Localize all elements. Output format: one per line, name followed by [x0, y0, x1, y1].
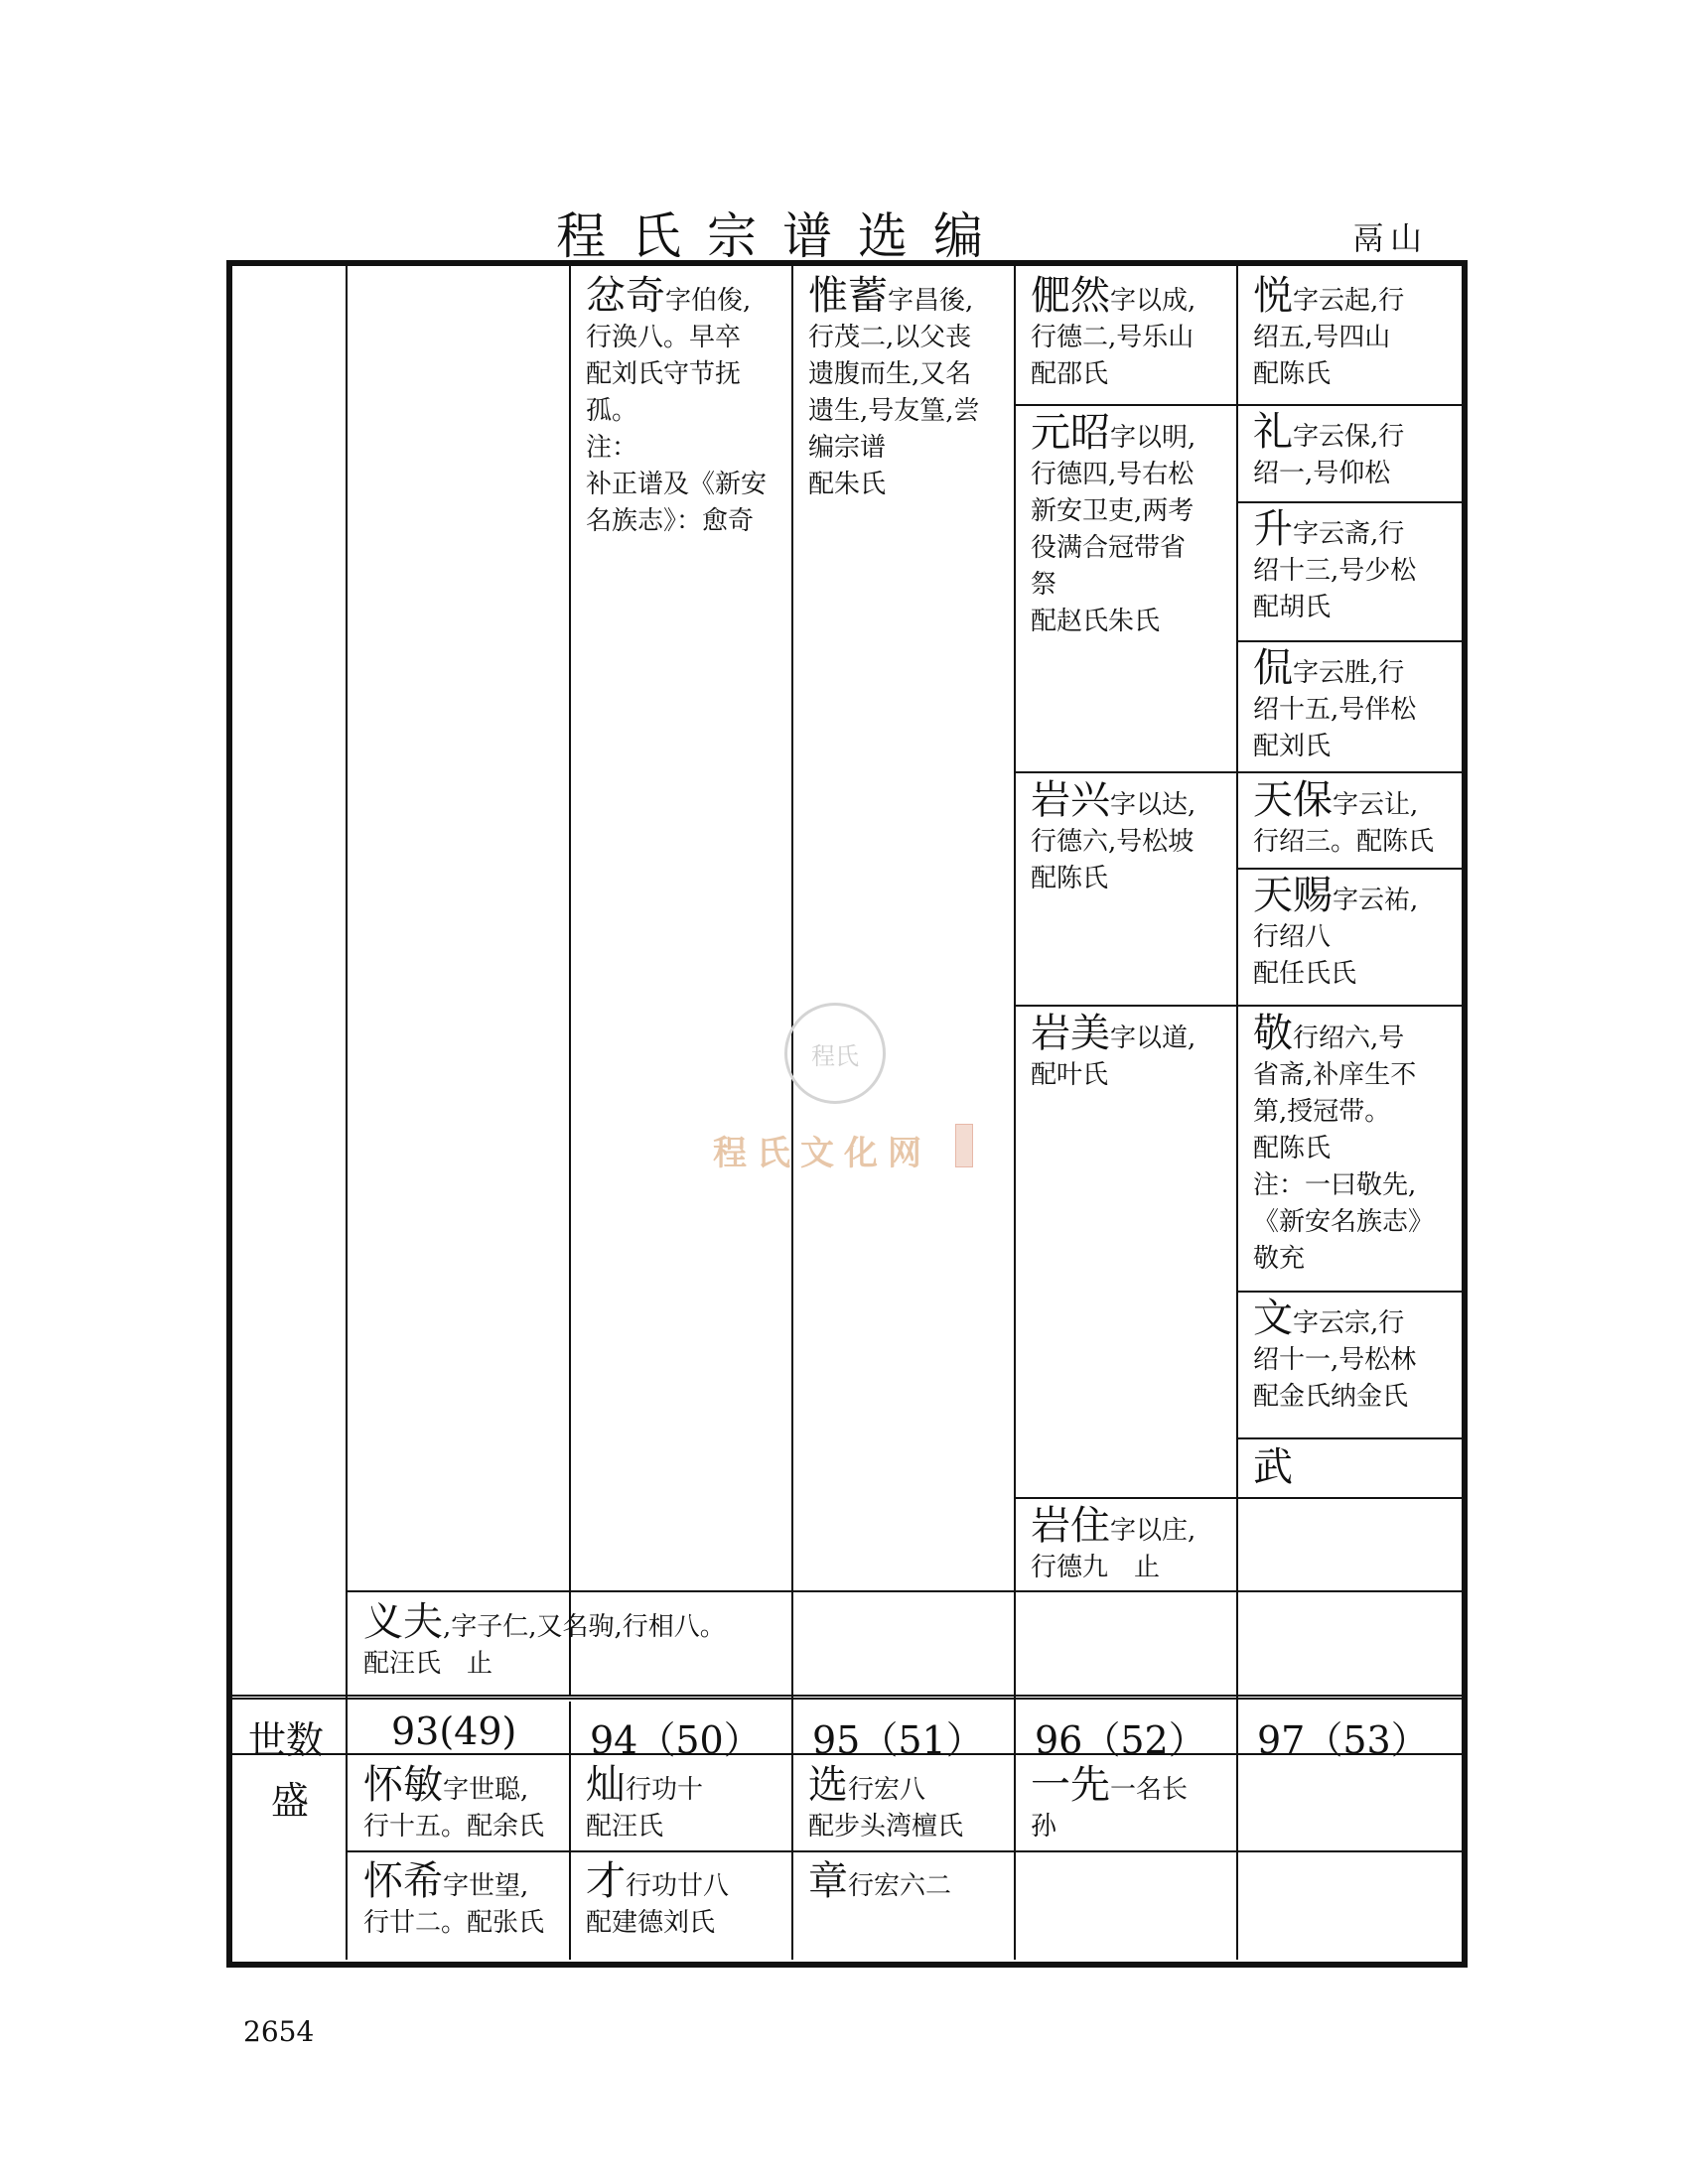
generation-col-93: 93(49): [391, 1709, 517, 1753]
page-number: 2654: [243, 2015, 315, 2048]
row-divider: [1236, 1291, 1462, 1293]
generation-col-97: 97（53）: [1257, 1718, 1429, 1762]
row-divider: [1236, 1437, 1462, 1439]
watermark-stamp: [955, 1124, 973, 1167]
col-divider-3: [791, 266, 793, 1960]
section-divider: [232, 1695, 1462, 1700]
place-label: 鬲山: [1352, 219, 1429, 257]
watermark-seal: 程氏: [784, 1003, 886, 1104]
entry-tianci: 天赐字云祐, 行绍八 配任氏氏: [1253, 873, 1419, 989]
row-divider: [1014, 404, 1462, 406]
entry-yanmei: 岩美字以道, 配叶氏: [1031, 1011, 1196, 1090]
row-divider: [1014, 1005, 1462, 1007]
row-divider: [346, 1850, 1462, 1852]
page-title: 程氏宗谱选编: [556, 207, 1009, 265]
col-divider-4: [1014, 266, 1016, 1960]
entry-wen: 文字云宗,行 绍十一,号松林 配金氏纳金氏: [1253, 1296, 1417, 1412]
entry-kan: 侃字云胜,行 绍十五,号伴松 配刘氏: [1253, 645, 1417, 761]
generation-col-96: 96（52）: [1035, 1718, 1206, 1762]
entry-fenqi: 忿奇字伯俊, 行涣八。早卒 配刘氏守节抚 孤。 注： 补正谱及《新安 名族志》：愈奇: [586, 273, 768, 536]
generation-col-95: 95（51）: [812, 1718, 984, 1762]
watermark-text: 程氏文化网: [713, 1134, 931, 1173]
entry-piran: 俷然字以成, 行德二,号乐山 配邵氏: [1031, 273, 1196, 389]
col-divider-2b: [569, 1702, 571, 1960]
entry-yanxing: 岩兴字以达, 行德六,号松坡 配陈氏: [1031, 777, 1196, 893]
generation-label: 世数: [248, 1718, 325, 1762]
entry-yue: 悦字云起,行 绍五,号四山 配陈氏: [1253, 273, 1405, 389]
generation-col-94: 94（50）: [590, 1718, 762, 1762]
entry-wu: 武: [1253, 1444, 1293, 1490]
col-divider-1: [346, 266, 348, 1960]
row-divider: [1014, 771, 1462, 773]
entry-huaixi: 怀希字世望, 行廿二。配张氏: [363, 1858, 545, 1938]
entry-zhang: 章行宏六二: [808, 1858, 952, 1904]
entry-li: 礼字云保,行 绍一,号仰松: [1253, 409, 1405, 488]
row-divider: [346, 1590, 1462, 1592]
entry-yuanzhao: 元昭字以明, 行德四,号右松 新安卫吏,两考 役满合冠带省 祭 配赵氏朱氏: [1031, 410, 1196, 636]
row-divider: [1236, 868, 1462, 870]
entry-tianbao: 天保字云让, 行绍三。配陈氏: [1253, 777, 1435, 857]
entry-cai: 才行功廿八 配建德刘氏: [586, 1858, 730, 1938]
row-divider: [1236, 640, 1462, 642]
entry-xuan: 选行宏八 配步头湾檀氏: [808, 1762, 964, 1842]
col-divider-5: [1236, 266, 1238, 1960]
entry-yixian: 一先一名长 孙: [1031, 1762, 1189, 1842]
row-divider: [1236, 501, 1462, 503]
entry-huaimin: 怀敏字世聪, 行十五。配余氏: [363, 1762, 545, 1842]
entry-weixu: 惟蓄字昌後, 行茂二,以父丧 遗腹而生,又名 遗生,号友篁,尝 编宗谱 配朱氏: [808, 273, 980, 499]
entry-sheng: 升字云斋,行 绍十三,号少松 配胡氏: [1253, 506, 1417, 622]
row-divider: [1014, 1497, 1462, 1499]
entry-jing: 敬行绍六,号 省斋,补庠生不 第,授冠带。 配陈氏 注：一曰敬先, 《新安名族志》 敬充: [1253, 1011, 1435, 1274]
branch-label: 盛: [271, 1779, 310, 1823]
col-divider-2: [569, 266, 571, 1697]
entry-yifu: 义夫,字子仁,又名驹,行相八。 配汪氏 止: [363, 1599, 726, 1679]
entry-yanzhu: 岩住字以庄, 行德九 止: [1031, 1503, 1196, 1582]
entry-can: 灿行功十 配汪氏: [586, 1762, 704, 1842]
